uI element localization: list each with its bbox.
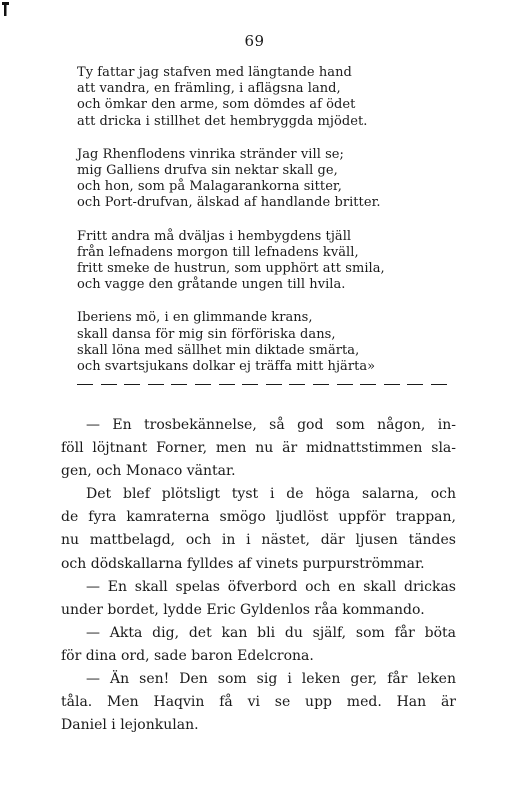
poem-stanza	[77, 310, 457, 375]
prose-line: och dödskallarna fylldes af vinets purpurströmmar.	[61, 555, 425, 572]
divider-dash	[431, 384, 447, 385]
divider-dash	[171, 384, 187, 385]
prose-line: Det blef plötsligt tyst i de höga salarna, och	[86, 486, 456, 503]
verse-line: mig Galliens drufva sin nektar skall ge,	[77, 163, 338, 179]
poem	[77, 65, 457, 392]
verse-line: Jag Rhenflodens vinrika stränder vill se;	[77, 146, 344, 162]
divider-dash	[313, 384, 329, 385]
poem-stanza	[77, 229, 457, 294]
prose-line: gen, och Monaco väntar.	[61, 463, 236, 480]
verse-line: Fritt andra må dväljas i hembygdens tjäll	[77, 228, 352, 244]
corner-mark-icon	[2, 2, 10, 16]
section-divider	[77, 382, 447, 388]
verse-line: att dricka i stillhet det hembryggda mjödet.	[77, 113, 368, 129]
verse-line: från lefnadens morgon till lefnadens kväll,	[77, 244, 359, 260]
verse-line: och vagge den gråtande ungen till hvila.	[77, 277, 346, 293]
divider-dash	[124, 384, 140, 385]
divider-dash	[195, 384, 211, 385]
verse-line: fritt smeke de hustrun, som upphört att smila,	[77, 261, 385, 277]
prose-line: Daniel i lejonkulan.	[61, 717, 199, 734]
verse-line: och ömkar den arme, som dömdes af ödet	[77, 97, 356, 113]
verse-line: och Port-drufvan, älskad af handlande britter.	[77, 195, 381, 211]
divider-dash	[289, 384, 305, 385]
prose-line: — Än sen! Den som sig i leken ger, får leken	[86, 671, 456, 688]
page-number: 69	[244, 32, 265, 50]
divider-dash	[337, 384, 353, 385]
verse-line: Ty fattar jag stafven med längtande hand	[77, 65, 352, 80]
verse-line: och hon, som på Malagarankorna sitter,	[77, 179, 342, 195]
poem-stanza	[77, 65, 457, 130]
prose-line: nu mattbelagd, och in i nästet, där ljusen tändes	[61, 532, 456, 549]
prose-line: de fyra kamraterna smögo ljudlöst uppför trappan,	[61, 509, 456, 526]
prose-line: föll löjtnant Forner, men nu är midnattstimmen sla-	[61, 440, 456, 457]
prose-line: för dina ord, sade baron Edelcrona.	[61, 647, 314, 664]
verse-line: Iberiens mö, i en glimmande krans,	[77, 310, 313, 326]
verse-line: skall dansa för mig sin förföriska dans,	[77, 326, 336, 342]
prose-line: — Akta dig, det kan bli du själf, som får böta	[86, 624, 456, 641]
prose-body	[61, 414, 456, 737]
divider-dash	[219, 384, 235, 385]
prose-line: — En trosbekännelse, så god som någon, in-	[86, 417, 456, 433]
divider-dash	[101, 384, 117, 385]
divider-dash	[266, 384, 282, 385]
prose-line: — En skall spelas öfverbord och en skall drickas	[86, 578, 456, 595]
divider-dash	[148, 384, 164, 385]
prose-line: under bordet, lydde Eric Gyldenlos råa kommando.	[61, 601, 425, 618]
poem-stanza	[77, 147, 457, 212]
verse-line: och svartsjukans dolkar ej träffa mitt hjärta»	[77, 359, 376, 375]
divider-dash	[384, 384, 400, 385]
divider-dash	[407, 384, 423, 385]
divider-dash	[360, 384, 376, 385]
verse-line: skall löna med sällhet min diktade smärta,	[77, 342, 360, 358]
prose-line: tåla. Men Haqvin få vi se upp med. Han är	[61, 694, 456, 711]
divider-dash	[242, 384, 258, 385]
divider-dash	[77, 384, 93, 385]
verse-line: att vandra, en främling, i aflägsna land,	[77, 81, 341, 97]
